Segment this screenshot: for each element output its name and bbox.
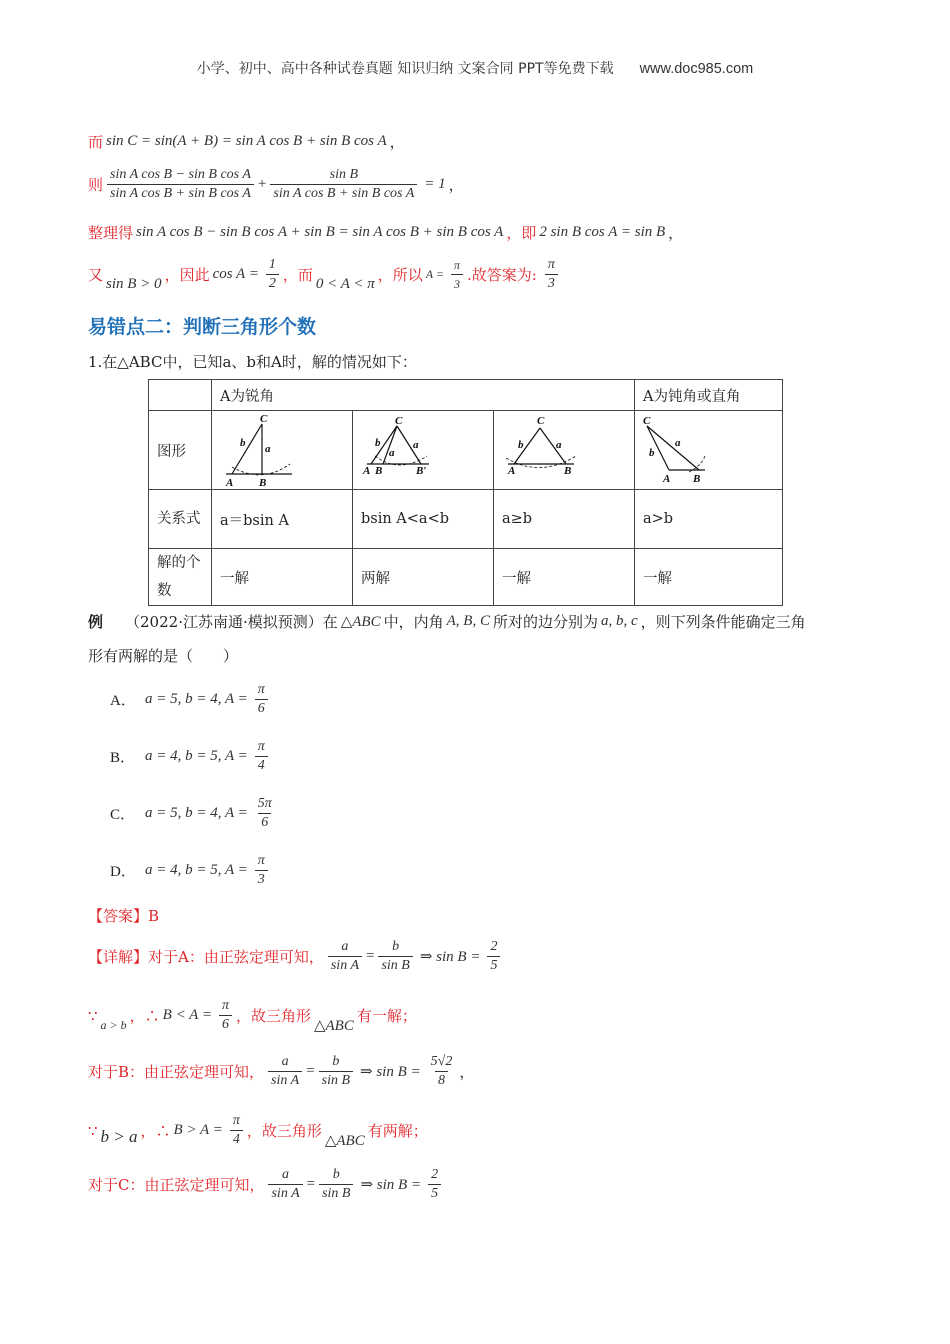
- fraction: $\frac{b}{\text{sin B}}$: [319, 1053, 353, 1090]
- count-3: 一解: [494, 549, 635, 606]
- math: 0 < A < π: [315, 276, 375, 292]
- step-A: [88, 997, 417, 1034]
- fraction: $\frac{b}{\text{sin B}}$: [378, 938, 412, 975]
- example-line-1: [88, 611, 806, 632]
- math: a > b: [100, 1018, 127, 1032]
- text: ，则下列条件能确定三角: [640, 613, 806, 631]
- label-A: A: [226, 477, 234, 488]
- count-2: 两解: [353, 549, 494, 606]
- label-B: B: [564, 465, 572, 477]
- text: ，因此: [164, 266, 210, 284]
- row-label-figure: 图形: [149, 411, 212, 490]
- text: ∵: [88, 1121, 98, 1140]
- option-B[interactable]: [110, 738, 272, 775]
- text: 整理得: [88, 224, 134, 242]
- math: ⇒ sin B =: [360, 1177, 422, 1193]
- math: B < A =: [162, 1007, 212, 1023]
- label-C: C: [395, 415, 403, 427]
- math: +: [257, 176, 267, 192]
- text: ，所以: [377, 266, 423, 284]
- header-text: 小学、初中、高中各种试卷真题 知识归纳 文案合同 PPT等免费下载: [196, 61, 614, 77]
- row-label-count: 解的个数: [149, 549, 212, 606]
- label-b: b: [240, 437, 246, 449]
- detail-B: 对于B：由正弦定理可知， $\frac{a}{\text{sin A}}$ = $\frac{b}{\text{sin B}}$ ⇒ sin B = $\frac{5√2}{8}$ ，: [88, 1054, 475, 1088]
- math: a = 4, b = 5, A =: [145, 748, 248, 764]
- text: 而: [88, 133, 104, 151]
- header-obtuse: A为钝角或直角: [635, 380, 783, 411]
- label-A: A: [662, 473, 670, 485]
- label-C: C: [260, 413, 268, 425]
- example-line-2: 形有两解的是（ ）: [88, 647, 239, 665]
- text: ，: [389, 133, 405, 151]
- text: 中，内角: [383, 613, 444, 631]
- header-acute: A为锐角: [212, 380, 635, 411]
- label-a: a: [674, 437, 680, 449]
- math: sin C = sin(A + B) = sin A cos B + sin B cos A: [106, 133, 387, 149]
- fraction: $\frac{2}{5}$: [428, 1166, 441, 1203]
- option-C[interactable]: [110, 795, 279, 832]
- fraction: $\frac{\pi}{3}$: [255, 852, 268, 889]
- step-B: [88, 1112, 428, 1149]
- derivation-line-3: [88, 222, 683, 243]
- side-b: [232, 424, 262, 474]
- figure-obtuse: [639, 412, 779, 488]
- text: （2022·江苏南通·模拟预测）在: [125, 613, 338, 631]
- side-a: [647, 426, 699, 470]
- figure-cell-3: [494, 411, 635, 490]
- math: = 1: [424, 176, 446, 192]
- text: 对于C：由正弦定理可知，: [88, 1176, 265, 1194]
- table-corner: [149, 380, 212, 411]
- text: ，故三角形: [235, 1007, 311, 1025]
- fraction: $\frac{\text{sin A cos B − sin B cos A}}{\text{sin A cos B + sin B cos A}}$: [107, 166, 254, 203]
- figure-cell-2: [353, 411, 494, 490]
- fraction: $\frac{\pi}{6}$: [255, 681, 268, 718]
- math: sin A cos B − sin B cos A + sin B = sin A cos B + sin B cos A: [136, 224, 504, 240]
- label-C: C: [537, 415, 545, 427]
- detail-C: 对于C：由正弦定理可知， $\frac{a}{\text{sin A}}$ = $\frac{b}{\text{sin B}}$ ⇒ sin B = $\frac{2}{5}$: [88, 1166, 445, 1203]
- label-A: A: [363, 465, 371, 477]
- relation-4: a>b: [635, 490, 783, 549]
- fraction: $\frac{a}{\text{sin A}}$: [268, 1166, 302, 1203]
- label-B2: B′: [416, 465, 427, 477]
- detail-A: 【详解】 对于A：由正弦定理可知， $\frac{a}{\text{sin A}}$ = $\frac{b}{\text{sin B}}$ ⇒ sin B = $\frac{2}{5}$: [88, 938, 504, 975]
- fraction: $\frac{1}{2}$: [266, 256, 279, 293]
- count-1: 一解: [212, 549, 353, 606]
- text: ，故三角形: [246, 1122, 322, 1140]
- label-B: B: [259, 477, 267, 488]
- math: a, b, c: [600, 613, 638, 629]
- fraction: $\frac{b}{\text{sin B}}$: [319, 1166, 353, 1203]
- fraction: $\frac{a}{\text{sin A}}$: [328, 938, 362, 975]
- text: ，: [448, 176, 464, 194]
- fraction: $\frac{\pi}{4}$: [230, 1112, 243, 1149]
- text: ∵: [88, 1006, 98, 1025]
- label-b: b: [375, 437, 381, 449]
- option-label: A．: [110, 693, 136, 709]
- option-A[interactable]: [110, 681, 272, 718]
- math: a = 5, b = 4, A =: [145, 805, 248, 821]
- math: 2 sin B cos A = sin B: [539, 224, 666, 240]
- fraction: $\frac{\pi}{3}$: [451, 256, 463, 293]
- math: △ABC: [313, 1018, 354, 1034]
- option-label: B．: [110, 750, 136, 766]
- side-a: [540, 428, 566, 464]
- label-B: B: [692, 473, 700, 485]
- label-C: C: [642, 415, 650, 427]
- fraction: $\frac{\pi}{6}$: [219, 997, 232, 1034]
- derivation-line-4: [88, 256, 562, 293]
- page-header: [0, 58, 950, 78]
- math: ⇒ sin B =: [360, 1064, 421, 1080]
- option-label: C．: [110, 807, 136, 823]
- fraction: $\frac{a}{\text{sin A}}$: [268, 1053, 302, 1090]
- section-intro: 1.在△ABC中，已知a、b和A时，解的情况如下：: [88, 353, 417, 371]
- fraction: $\frac{5\pi}{6}$: [257, 796, 272, 830]
- math: ⇒ sin B =: [419, 949, 481, 965]
- math: b > a: [100, 1126, 138, 1146]
- text: .故答案为:: [466, 266, 537, 284]
- label-a1: a: [389, 447, 395, 459]
- option-label: D．: [110, 864, 136, 880]
- text: 【详解】: [88, 948, 149, 966]
- label-a2: a: [413, 439, 419, 451]
- answer-tag: 【答案】B: [88, 907, 160, 925]
- figure-cell-4: [635, 411, 783, 490]
- figure-one-solution-right: [212, 412, 352, 488]
- math: B > A =: [173, 1122, 223, 1138]
- math: A =: [425, 267, 444, 281]
- math: △ABC: [340, 614, 381, 630]
- text: ，∴: [129, 1007, 160, 1025]
- label-B: B: [375, 465, 383, 477]
- label-a: a: [556, 439, 562, 451]
- text: 又: [88, 266, 104, 284]
- header-site[interactable]: www.doc985.com: [639, 61, 754, 77]
- text: 有一解；: [356, 1007, 417, 1025]
- text: 所对的边分别为: [492, 613, 598, 631]
- fraction: $\frac{\pi}{4}$: [255, 738, 268, 775]
- text: 则: [88, 176, 104, 194]
- option-D[interactable]: [110, 852, 272, 889]
- text: 有两解；: [367, 1122, 428, 1140]
- text: ，即: [506, 224, 537, 242]
- text: ，: [668, 224, 684, 242]
- math: a = 5, b = 4, A =: [145, 691, 248, 707]
- figure-two-solutions: [353, 412, 493, 488]
- derivation-line-1: [88, 131, 405, 152]
- derivation-line-2: [88, 166, 464, 203]
- text: 对于A：由正弦定理可知，: [148, 948, 324, 966]
- math: sin B > 0: [106, 276, 162, 292]
- text: 对于B：由正弦定理可知，: [88, 1063, 265, 1081]
- fraction: $\frac{\text{sin B}}{\text{sin A cos B + sin B cos A}}$: [270, 166, 417, 203]
- count-4: 一解: [635, 549, 783, 606]
- fraction: $\frac{2}{5}$: [487, 938, 500, 975]
- math: A, B, C: [446, 613, 490, 629]
- relation-2: bsin A<a<b: [353, 490, 494, 549]
- arc: [232, 464, 290, 475]
- figure-cell-1: [212, 411, 353, 490]
- section-heading: 易错点二：判断三角形个数: [88, 316, 317, 338]
- text: ，: [459, 1063, 475, 1081]
- math: a = 4, b = 5, A =: [145, 862, 248, 878]
- fraction: $\frac{5√2}{8}$: [430, 1054, 453, 1088]
- label-A: A: [508, 465, 516, 477]
- relation-1: a＝bsin A: [212, 490, 353, 549]
- fraction: $\frac{\pi}{3}$: [545, 256, 558, 293]
- row-label-relation: 关系式: [149, 490, 212, 549]
- relation-3: a≥b: [494, 490, 635, 549]
- label-b: b: [648, 447, 654, 459]
- label-a: a: [265, 443, 271, 455]
- text: ，∴: [140, 1122, 171, 1140]
- solution-table: [148, 379, 783, 606]
- math: cos A =: [212, 266, 259, 282]
- figure-one-solution-ageb: [494, 412, 634, 488]
- text: ，而: [282, 266, 313, 284]
- math: △ABC: [324, 1133, 365, 1149]
- label-b: b: [518, 439, 524, 451]
- example-tag: 例: [88, 613, 104, 631]
